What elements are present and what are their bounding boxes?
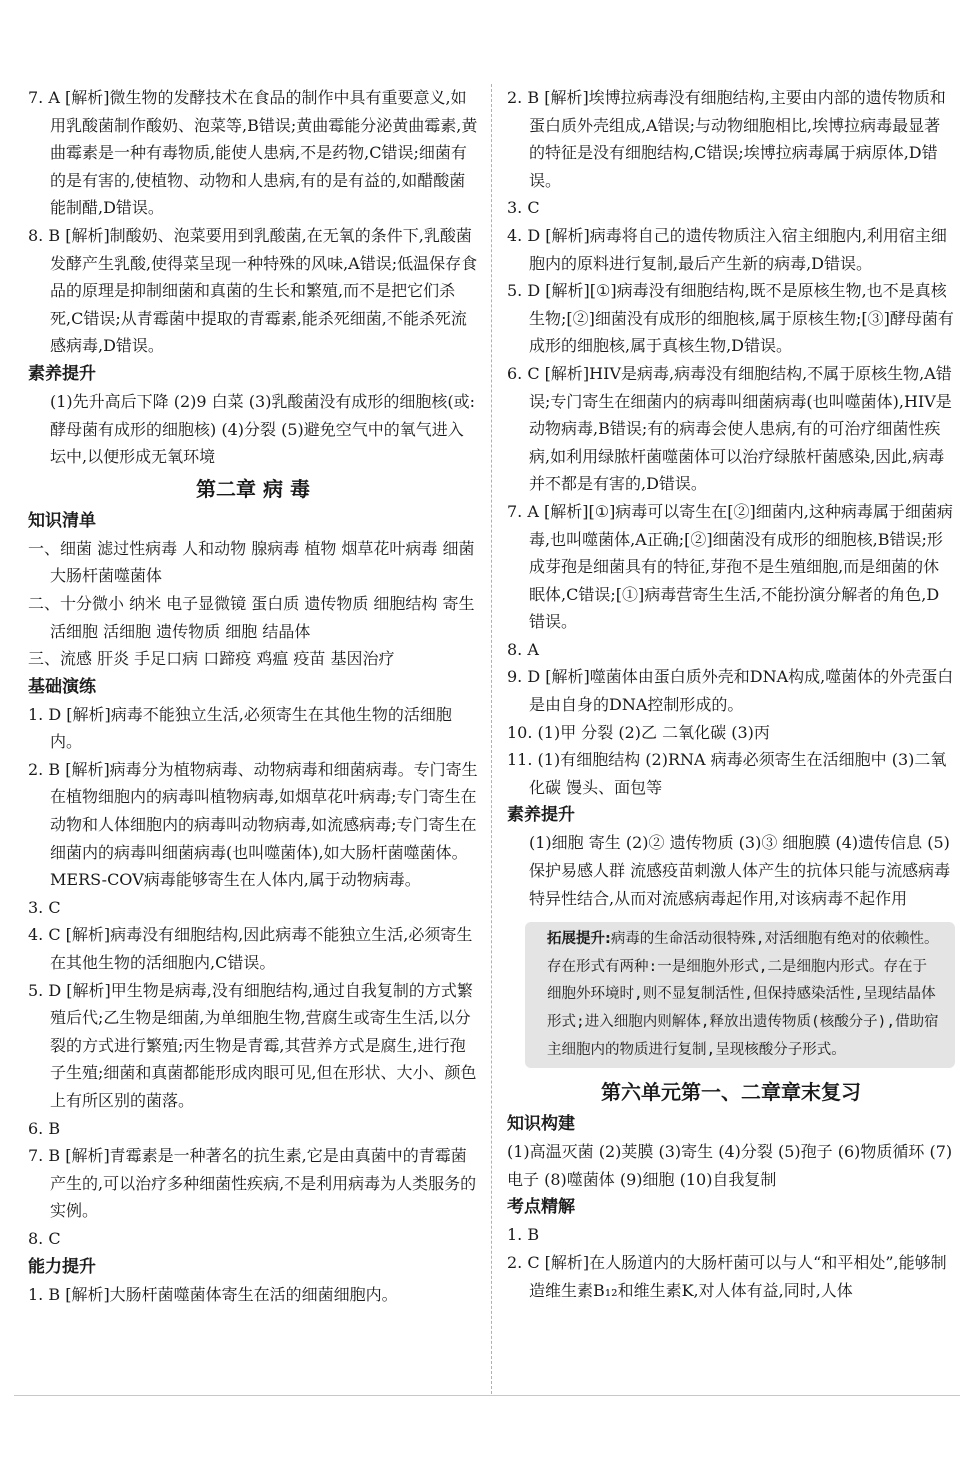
basic-2: 2. B [解析]病毒分为植物病毒、动物病毒和细菌病毒。专门寄生在植物细胞内的病毒叫植物病毒,如烟草花叶病毒;专门寄生在动物和人体细胞内的病毒叫动物病毒,如流感病毒;专门寄生在细菌内的病毒叫细菌病毒(也叫噬菌体),如大肠杆菌噬菌体。MERS-COV病毒能够寄生在人体内,属于动物病毒。: [28, 759, 478, 890]
basic-8: 8. C: [28, 1228, 61, 1248]
suyang-answers: (1)先升高后下降 (2)9 白菜 (3)乳酸菌没有成形的细胞核(或:酵母菌有成形的细胞核) (4)分裂 (5)避免空气中的氧气进入坛中,以便形成无氧环境: [50, 391, 476, 467]
right-column: [507, 84, 955, 1304]
basic-1: 1. D [解析]病毒不能独立生活,必须寄生在其他生物的活细胞内。: [28, 704, 452, 752]
ability-10: 10. (1)甲 分裂 (2)乙 二氧化碳 (3)丙: [507, 722, 770, 742]
ability-1: 1. B [解析]大肠杆菌噬菌体寄生在活的细菌细胞内。: [28, 1284, 398, 1304]
ability-9: 9. D [解析]噬菌体由蛋白质外壳和DNA构成,噬菌体的外壳蛋白是由自身的DNA控制形成的。: [507, 667, 954, 715]
section-heading-goujian: 知识构建: [507, 1114, 575, 1135]
ability-8: 8. A: [507, 639, 539, 659]
exam-1: 1. B: [507, 1225, 540, 1245]
ability-11: 11. (1)有细胞结构 (2)RNA 病毒必须寄生在活细胞中 (3)二氧化碳 馒头、面包等: [507, 750, 947, 797]
section-heading-jichu: 基础演练: [28, 676, 96, 697]
exam-2: 2. C [解析]在人肠道内的大肠杆菌可以与人“和平相处”,能够制造维生素B₁₂和维生素K,对人体有益,同时,人体: [507, 1252, 947, 1300]
extension-text: 病毒的生命活动很特殊,对活细胞有绝对的依赖性。存在形式有两种:一是细胞外形式,二是细胞内形式。存在于细胞外环境时,则不显复制活性,但保持感染活性,呈现结晶体形式;进入细胞内则解体,释放出遗传物质(核酸分子),借助宿主细胞内的物质进行复制,呈现核酸分子形式。: [547, 931, 939, 1058]
structure-answers: (1)高温灭菌 (2)荚膜 (3)寄生 (4)分裂 (5)孢子 (6)物质循环 (7)电子 (8)噬菌体 (9)细胞 (10)自我复制: [507, 1142, 953, 1189]
suyang-answers-2: (1)细胞 寄生 (2)② 遗传物质 (3)③ 细胞膜 (4)遗传信息 (5)保护易感人群 流感疫苗刺激人体产生的抗体只能与流感病毒特异性结合,从而对流感病毒起作用,对该病毒不起作用: [529, 833, 951, 908]
knowledge-2: 二、十分微小 纳米 电子显微镜 蛋白质 遗传物质 细胞结构 寄生 活细胞 活细胞 遗传物质 细胞 结晶体: [28, 593, 475, 641]
ability-3: 3. C: [507, 198, 540, 218]
basic-6: 6. B: [28, 1118, 61, 1138]
section-heading-zhishi: 知识清单: [28, 510, 96, 531]
chapter-title: 第二章 病 毒: [196, 476, 310, 501]
basic-3: 3. C: [28, 897, 61, 917]
bottom-rule: [14, 1395, 960, 1396]
basic-7: 7. B [解析]青霉素是一种著名的抗生素,它是由真菌中的青霉菌产生的,可以治疗多种细菌性疾病,不是利用病毒为人类服务的实例。: [28, 1146, 477, 1221]
left-column: [28, 84, 478, 1308]
ability-6: 6. C [解析]HIV是病毒,病毒没有细胞结构,不属于原核生物,A错误;专门寄生在细菌内的病毒叫细菌病毒(也叫噬菌体),HIV是动物病毒,B错误;有的病毒会使人患病,有的可治疗细菌性疾病,如利用绿脓杆菌噬菌体可以治疗绿脓杆菌感染,因此,病毒并不都是有害的,D错误。: [507, 363, 952, 494]
answer-8b: 8. B [解析]制酸奶、泡菜要用到乳酸菌,在无氧的条件下,乳酸菌发酵产生乳酸,使得菜呈现一种特殊的风味,A错误;低温保存食品的原理是抑制细菌和真菌的生长和繁殖,而不是把它们杀死,C错误;从青霉菌中提取的青霉素,能杀死细菌,不能杀死流感病毒,D错误。: [28, 225, 478, 356]
section-heading-kaodian: 考点精解: [507, 1197, 575, 1218]
ability-5: 5. D [解析][①]病毒没有细胞结构,既不是原核生物,也不是真核生物;[②]细菌没有成形的细胞核,属于原核生物;[③]酵母菌有成形的细胞核,属于真核生物,D错误。: [507, 281, 954, 356]
ability-7: 7. A [解析][①]病毒可以寄生在[②]细菌内,这种病毒属于细菌病毒,也叫噬菌体,A正确;[②]细菌没有成形的细胞核,B错误;形成芽孢是细菌具有的特征,芽孢不是生殖细胞,而是细菌的休眠体,C错误;[①]病毒营寄生生活,不能扮演分解者的角色,D错误。: [507, 501, 953, 632]
section-heading-suyang-2: 素养提升: [507, 805, 575, 826]
ability-2: 2. B [解析]埃博拉病毒没有细胞结构,主要由内部的遗传物质和蛋白质外壳组成,A错误;与动物细胞相比,埃博拉病毒最显著的特征是没有细胞结构,C错误;埃博拉病毒属于病原体,D错误。: [507, 88, 946, 190]
knowledge-1: 一、细菌 滤过性病毒 人和动物 腺病毒 植物 烟草花叶病毒 细菌 大肠杆菌噬菌体: [28, 538, 475, 586]
extension-box: [525, 922, 955, 1068]
review-chapter-title: 第六单元第一、二章章末复习: [601, 1080, 861, 1105]
section-heading-suyang: 素养提升: [28, 363, 96, 384]
knowledge-3: 三、流感 肝炎 手足口病 口蹄疫 鸡瘟 疫苗 基因治疗: [28, 649, 395, 669]
column-divider: [491, 84, 492, 1394]
basic-5: 5. D [解析]甲生物是病毒,没有细胞结构,通过自我复制的方式繁殖后代;乙生物是细菌,为单细胞生物,营腐生或寄生生活,以分裂的方式进行繁殖;丙生物是青霉,其营养方式是腐生,进行孢子生殖;细菌和真菌都能形成肉眼可见,但在形状、大小、颜色上有所区别的菌落。: [28, 980, 477, 1110]
basic-4: 4. C [解析]病毒没有细胞结构,因此病毒不能独立生活,必须寄生在其他生物的活细胞内,C错误。: [28, 925, 473, 973]
answer-7a: 7. A [解析]微生物的发酵技术在食品的制作中具有重要意义,如用乳酸菌制作酸奶、泡菜等,B错误;黄曲霉能分泌黄曲霉素,黄曲霉素是一种有毒物质,能使人患病,不是药物,C错误;细菌有的是有害的,使植物、动物和人患病,有的是有益的,如醋酸菌能制醋,D错误。: [28, 88, 478, 218]
ability-4: 4. D [解析]病毒将自己的遗传物质注入宿主细胞内,利用宿主细胞内的原料进行复制,最后产生新的病毒,D错误。: [507, 225, 947, 273]
extension-tag: 拓展提升:: [547, 931, 611, 948]
section-heading-nengli: 能力提升: [28, 1256, 96, 1277]
